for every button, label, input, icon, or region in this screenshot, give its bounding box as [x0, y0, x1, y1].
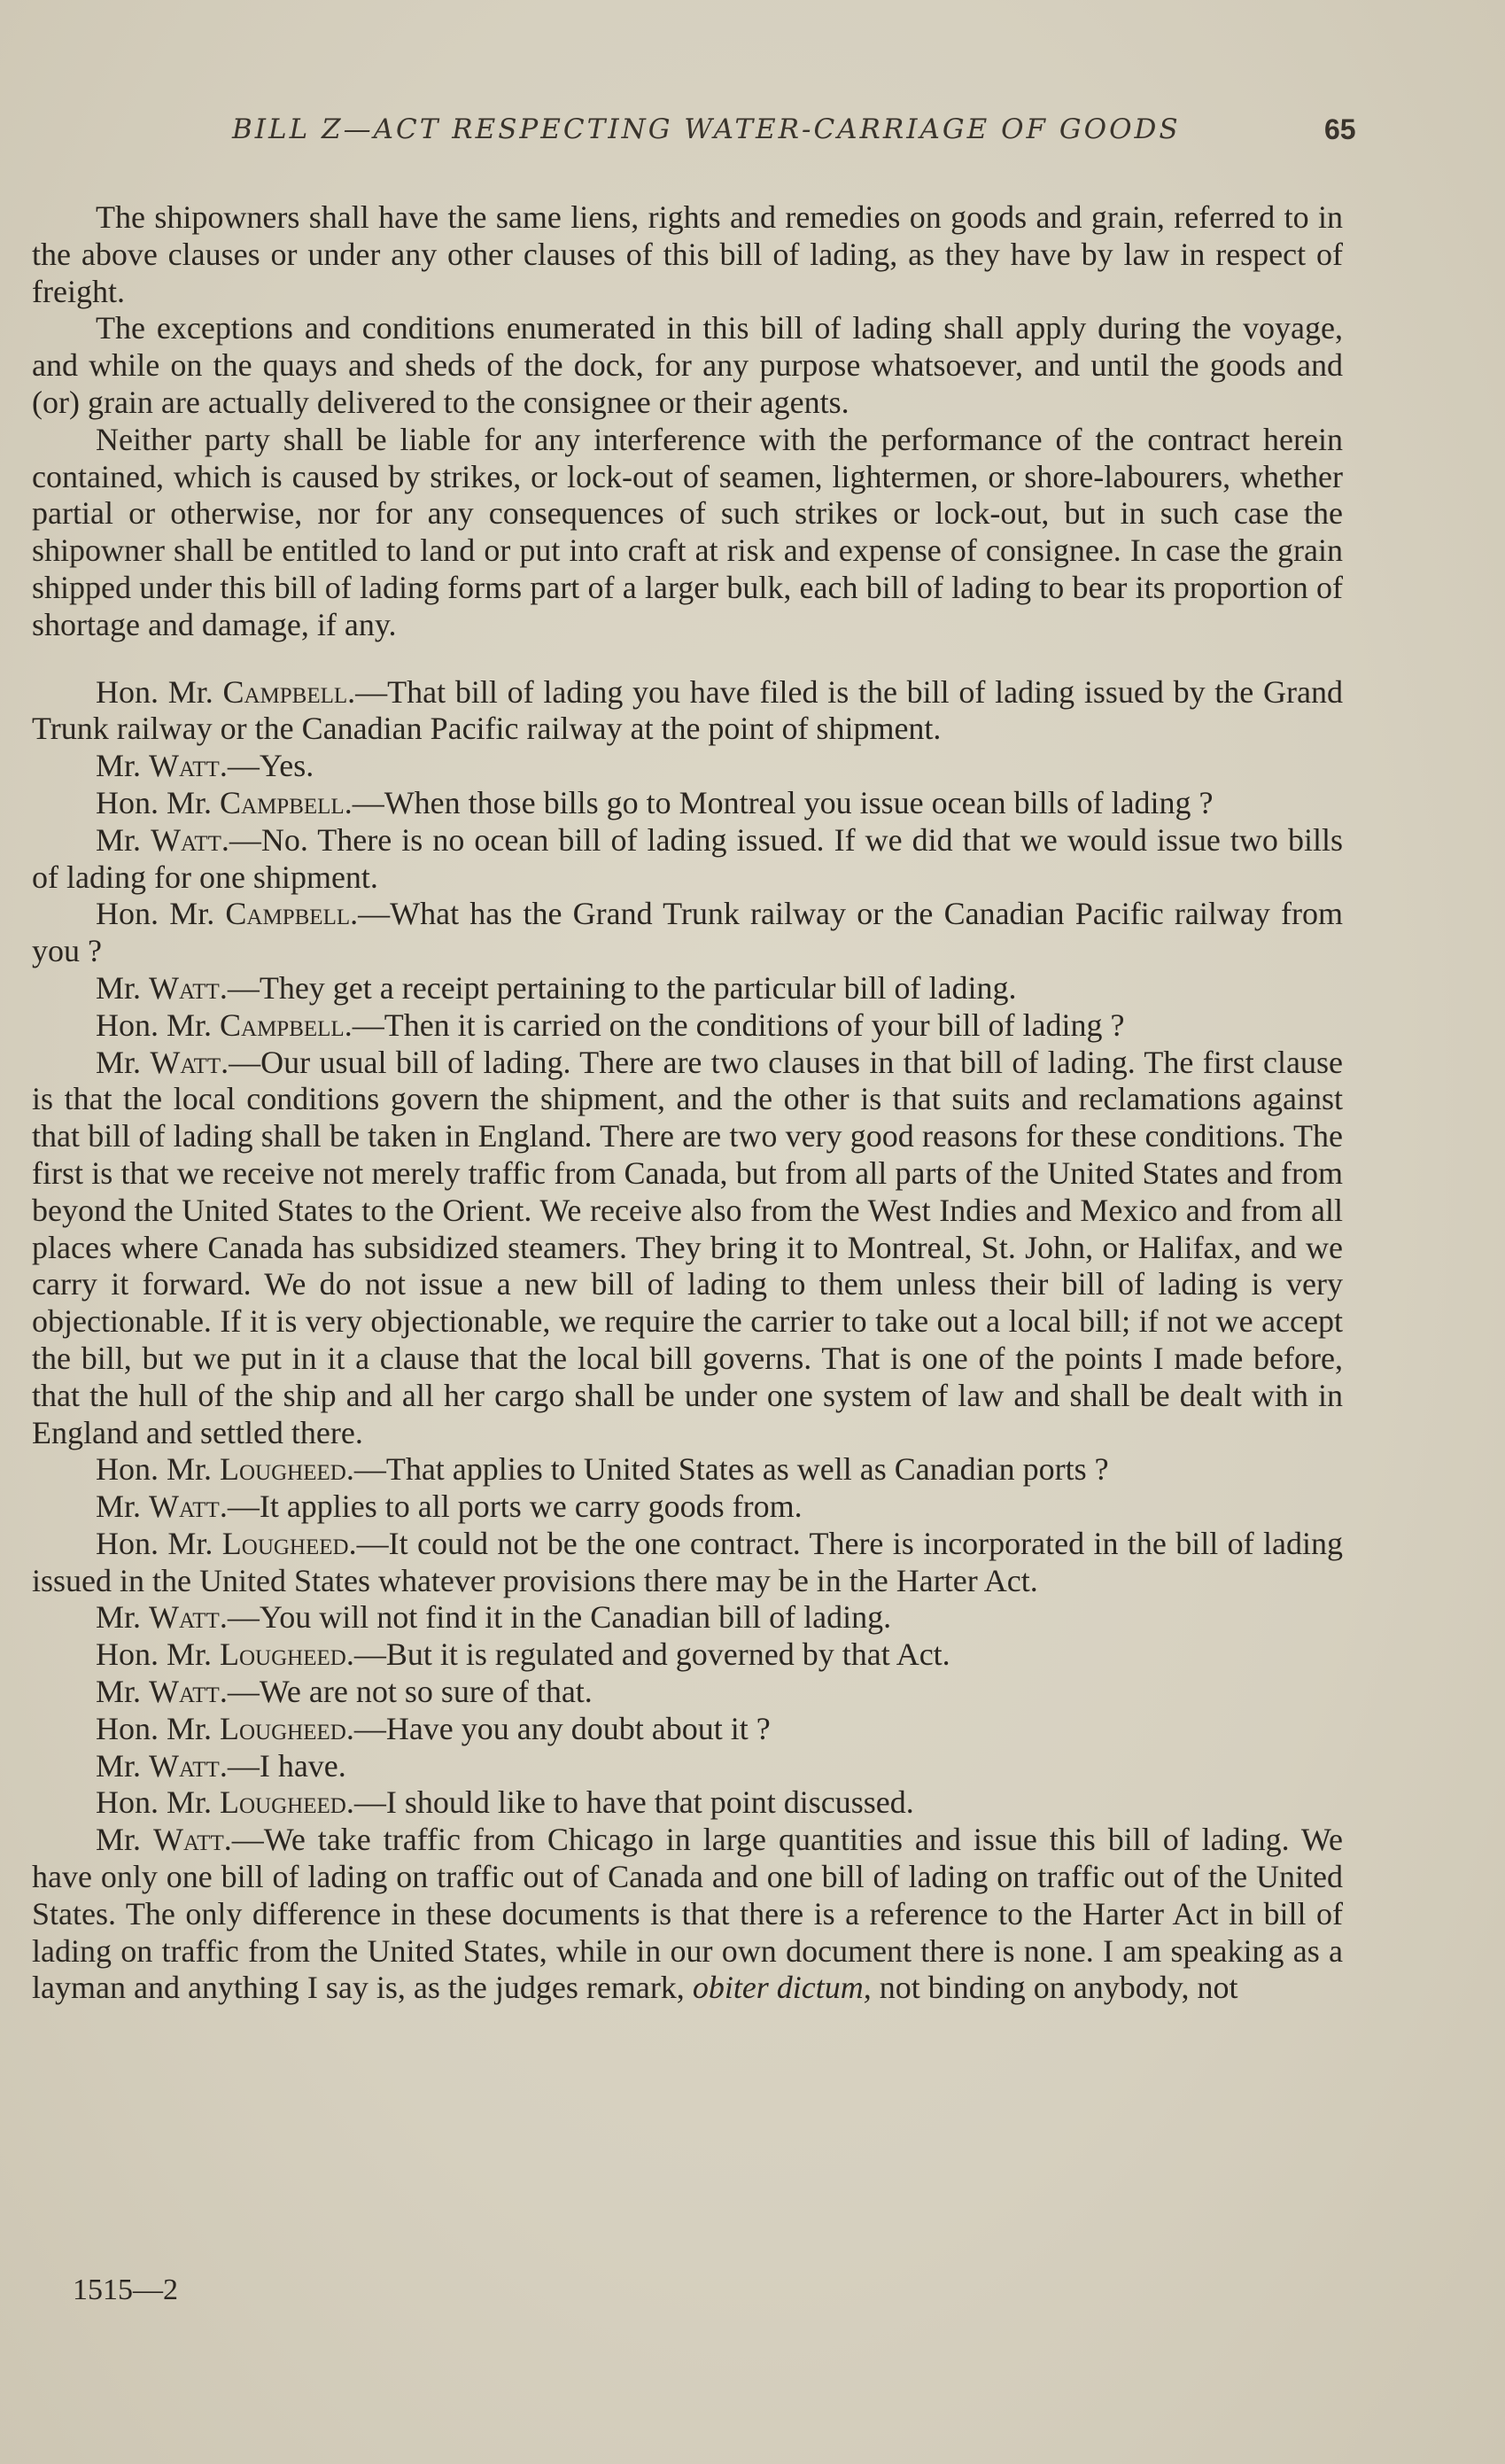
- speech-paragraph: Mr. Watt.—You will not find it in the Canadian bill of lading.: [96, 1599, 892, 1636]
- speech-paragraph: Mr. Watt.—I have.: [96, 1747, 346, 1784]
- paragraph-text: It applies to all ports we carry goods from.: [259, 1489, 803, 1525]
- speaker-name: Campbell: [220, 784, 345, 820]
- page-number: 65: [1324, 113, 1356, 145]
- speech-paragraph: Hon. Mr. Campbell.—When those bills go to Montreal you issue ocean bills of lading ?: [96, 784, 1214, 820]
- paragraph-text: We are not so sure of that.: [259, 1674, 593, 1710]
- paragraph-text: Then it is carried on the conditions of your bill of lading ?: [384, 1007, 1125, 1043]
- paragraph-text: No. There is no ocean bill of lading issued. If we did that we would issue two bills of lading for one shipment.: [32, 821, 1344, 895]
- speaker-name: Watt: [149, 1674, 220, 1710]
- speech-paragraph: Mr. Watt.—Our usual bill of lading. There are two clauses in that bill of lading. The first clause is that the local conditions govern the shipment, and the other is that suits and reclamations against that bill of lading shall be taken in England. There are two very good reasons for these conditions. The first is that we receive not merely traffic from Canada, but from all parts of the United States and from beyond the United States to the Orient. We receive also from the West Indies and Mexico and from all places where Canada has subsidized steamers. They bring it to Montreal, St. John, or Halifax, and we carry it forward. We do not issue a new bill of lading to them unless their bill of lading is very objectionable. If it is very objectionable, we require the carrier to take out a local bill; if not we accept the bill, but we put in it a clause that the local bill governs. That is one of the points I made before, that the hull of the ship and all her cargo shall be under one system of law and shall be dealt with in England and settled there.: [32, 1044, 1343, 1450]
- paragraph-text: The shipowners shall have the same liens, rights and remedies on goods and grain, referred to in the above clauses or under any other clauses of this bill of lading, as they have by law in respect of freight.: [32, 199, 1343, 309]
- paragraph-text: Have you any doubt about it ?: [385, 1710, 771, 1746]
- speaker-name: Watt: [151, 821, 221, 858]
- speaker-name: Lougheed: [221, 1525, 349, 1561]
- paragraph-text: That bill of lading you have filed is the bill of lading issued by the Grand Trunk railway or the Canadian Pacific railway at the point of shipment.: [32, 673, 1343, 747]
- speech-paragraph: Mr. Watt.—No. There is no ocean bill of lading issued. If we did that we would issue two bills of lading for one shipment.: [32, 821, 1344, 895]
- speaker-title: Hon. Mr.: [96, 1451, 221, 1488]
- speaker-name: Lougheed: [220, 1710, 346, 1746]
- speech-paragraph: Mr. Watt.—It applies to all ports we carry goods from.: [96, 1489, 803, 1525]
- speaker-name: Watt: [149, 1599, 220, 1636]
- paragraph-text: I have.: [259, 1747, 346, 1784]
- speaker-name: Watt: [149, 1747, 220, 1784]
- paragraph-text: We take traffic from Chicago in large quantities and issue this bill of lading. We have only one bill of lading on traffic out of Canada and one bill of lading on traffic out of the United States. The only difference in these documents is that there is a reference to the Harter Act in bill of lading on traffic from the United States, while in our own document there is none. I am speaking as a layman and anything I say is, as the judges remark,: [32, 1822, 1343, 2006]
- speaker-name: Watt: [150, 1044, 221, 1080]
- speaker-title: Hon. Mr.: [96, 1784, 221, 1821]
- paragraph-text: It could not be the one contract. There is incorporated in the bill of lading issued in the United States whatever provisions there may be in the Harter Act.: [32, 1525, 1343, 1598]
- speech-paragraph: Hon. Mr. Lougheed.—Have you any doubt about it ?: [96, 1710, 771, 1746]
- speaker-title: Mr.: [96, 1747, 150, 1784]
- speaker-name: Watt: [149, 969, 220, 1006]
- speech-paragraph: Hon. Mr. Campbell.—What has the Grand Trunk railway or the Canadian Pacific railway from you ?: [32, 896, 1343, 969]
- speech-paragraph: Hon. Mr. Lougheed.—I should like to have that point discussed.: [96, 1784, 914, 1821]
- speech-paragraph: Mr. Watt.—Yes.: [96, 748, 314, 784]
- speech-paragraph: Hon. Mr. Campbell.—Then it is carried on the conditions of your bill of lading ?: [96, 1007, 1125, 1043]
- text-paragraph: [32, 310, 1343, 421]
- paragraph-text: Yes.: [259, 748, 314, 784]
- speaker-title: Mr.: [96, 1674, 150, 1710]
- speaker-name: Campbell: [225, 896, 351, 932]
- speaker-title: Mr.: [96, 821, 151, 858]
- speaker-title: Hon. Mr.: [96, 784, 221, 820]
- speaker-title: Mr.: [96, 1599, 150, 1636]
- text-paragraph: [32, 422, 1343, 644]
- paragraph-text: The exceptions and conditions enumerated in this bill of lading shall apply during the voyage, and while on the quays and sheds of the dock, for any purpose whatsoever, and until the goods and (or) grain are actually delivered to the consignee or their agents.: [32, 310, 1343, 420]
- speech-paragraph: Hon. Mr. Campbell.—That bill of lading you have filed is the bill of lading issued by the Grand Trunk railway or the Canadian Pacific railway at the point of shipment.: [32, 673, 1343, 747]
- speech-paragraph: Mr. Watt.—We take traffic from Chicago in large quantities and issue this bill of lading. We have only one bill of lading on traffic out of Canada and one bill of lading on traffic out of the United States. The only difference in these documents is that there is a reference to the Harter Act in bill of lading on traffic from the United States, while in our own document there is none. I am speaking as a layman and anything I say is, as the judges remark, obiter dictum, not binding on anybody, not: [32, 1822, 1343, 2006]
- italic-phrase: obiter dictum,: [692, 1970, 872, 2006]
- page-header: [0, 113, 1505, 158]
- paragraph-text: But it is regulated and governed by that Act.: [385, 1636, 950, 1673]
- speaker-title: Hon. Mr.: [96, 1007, 221, 1043]
- speech-paragraph: Hon. Mr. Lougheed.—That applies to United States as well as Canadian ports ?: [96, 1451, 1109, 1488]
- paragraph-text: When those bills go to Montreal you issue ocean bills of lading ?: [384, 784, 1214, 820]
- paragraph-text: What has the Grand Trunk railway or the Canadian Pacific railway from you ?: [32, 896, 1343, 969]
- speaker-name: Lougheed: [220, 1636, 346, 1673]
- paragraph-text: They get a receipt pertaining to the particular bill of lading.: [259, 969, 1017, 1006]
- speech-paragraph: Mr. Watt.—They get a receipt pertaining to the particular bill of lading.: [96, 969, 1017, 1006]
- paragraph-text: I should like to have that point discussed.: [385, 1784, 914, 1821]
- speaker-title: Mr.: [96, 748, 150, 784]
- speaker-title: Hon. Mr.: [96, 673, 223, 710]
- paragraph-text-continued: not binding on anybody, not: [871, 1970, 1238, 2006]
- speech-paragraph: Mr. Watt.—We are not so sure of that.: [96, 1674, 593, 1710]
- paragraph-text: That applies to United States as well as Canadian ports ?: [385, 1451, 1109, 1488]
- speaker-name: Lougheed: [220, 1451, 346, 1488]
- paragraph-text: Neither party shall be liable for any interference with the performance of the contract herein contained, which is caused by strikes, or lock-out of seamen, lightermen, or shore-labourers, whether partial or otherwise, nor for any consequences of such strikes or lock-out, but in such case the shipowner shall be entitled to land or put into craft at risk and expense of consignee. In case the grain shipped under this bill of lading forms part of a larger bulk, each bill of lading to bear its proportion of shortage and damage, if any.: [32, 421, 1343, 642]
- body-text: [32, 199, 1343, 2007]
- speaker-title: Hon. Mr.: [96, 896, 226, 932]
- speaker-title: Mr.: [96, 1489, 150, 1525]
- speaker-title: Mr.: [96, 1822, 153, 1858]
- speaker-title: Hon. Mr.: [96, 1636, 221, 1673]
- signature-mark: 1515—2: [73, 2274, 178, 2306]
- speaker-title: Hon. Mr.: [96, 1710, 221, 1746]
- speaker-name: Campbell: [222, 673, 348, 710]
- speech-paragraph: Hon. Mr. Lougheed.—But it is regulated and governed by that Act.: [96, 1636, 950, 1673]
- speaker-name: Lougheed: [220, 1784, 346, 1821]
- speaker-name: Watt: [149, 1489, 220, 1525]
- speaker-name: Campbell: [220, 1007, 345, 1043]
- speaker-title: Mr.: [96, 1044, 151, 1080]
- speaker-name: Watt: [149, 748, 220, 784]
- paragraph-text: Our usual bill of lading. There are two clauses in that bill of lading. The first clause is that the local conditions govern the shipment, and the other is that suits and reclamations against that bill of lading shall be taken in England. There are two very good reasons for these conditions. The first is that we receive not merely traffic from Canada, but from all parts of the United States and from beyond the United States to the Orient. We receive also from the West Indies and Mexico and from all places where Canada has subsidized steamers. They bring it to Montreal, St. John, or Halifax, and we carry it forward. We do not issue a new bill of lading to them unless their bill of lading is very objectionable. If it is very objectionable, we require the carrier to take out a local bill; if not we accept the bill, but we put in it a clause that the local bill governs. That is one of the points I made before, that the hull of the ship and all her cargo shall be under one system of law and shall be dealt with in England and settled there.: [32, 1044, 1343, 1450]
- paragraph-text: You will not find it in the Canadian bill of lading.: [259, 1599, 892, 1636]
- speaker-title: Hon. Mr.: [96, 1525, 222, 1561]
- speech-paragraph: Hon. Mr. Lougheed.—It could not be the one contract. There is incorporated in the bill of lading issued in the United States whatever provisions there may be in the Harter Act.: [32, 1525, 1343, 1598]
- running-head: BILL Z—ACT RESPECTING WATER-CARRIAGE OF GOODS: [232, 113, 1181, 145]
- speaker-name: Watt: [152, 1822, 224, 1858]
- text-paragraph: [32, 199, 1343, 310]
- speaker-title: Mr.: [96, 969, 150, 1006]
